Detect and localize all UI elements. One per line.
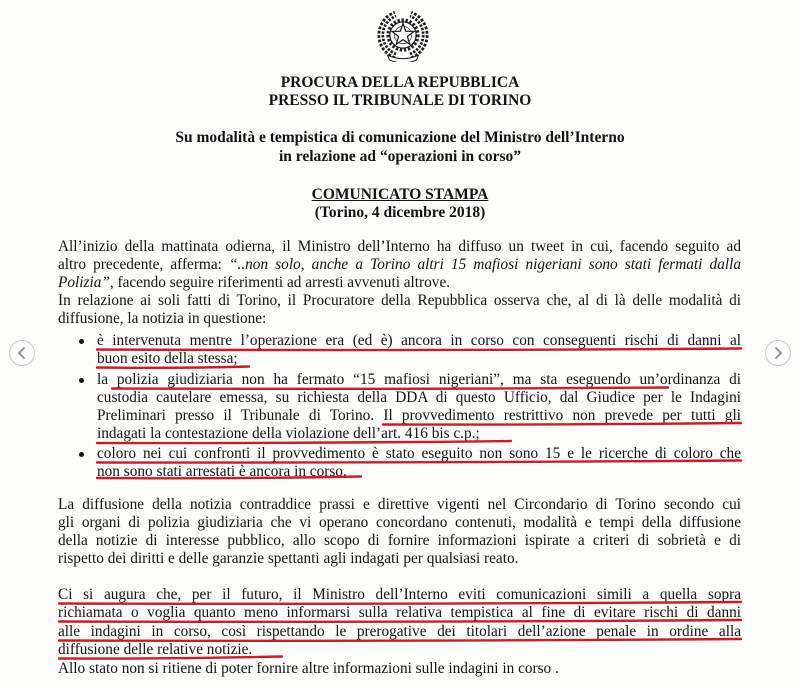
quoted-tweet-text: “..non solo, anche a Torino altri 15 mafiosi nigeriani sono stati fermati dalla — [229, 256, 742, 273]
bullet-3-line-2: non sono stati arrestati è ancora in corso. — [97, 463, 347, 480]
italian-republic-emblem-icon — [374, 8, 432, 62]
paragraph-3-line-1: Ci si augura che, per il futuro, il Ministro dell’Interno eviti comunicazioni simili a quella sopra — [58, 586, 741, 603]
office-subtitle: PRESSO IL TRIBUNALE DI TORINO — [268, 92, 532, 109]
bullet-1-line-2: buon esito della stessa; — [97, 350, 238, 367]
paragraph-2-line-3: della notizie di interesse pubblico, allo scopo di fornire informazioni ispirate a criteri di sobrietà e di — [58, 532, 741, 549]
paragraph-1-line-2 — [58, 256, 741, 274]
chevron-left-icon — [9, 340, 35, 366]
carousel-previous-button[interactable] — [9, 340, 35, 366]
paragraph-2-line-4: rispetto dei diritti e delle garanzie spettanti agli indagati per qualsiasi reato. — [58, 550, 519, 567]
paragraph-3-line-4: diffusione delle relative notizie. — [58, 641, 253, 658]
bullet-icon — [79, 378, 84, 383]
paragraph-1-line-1: All’inizio della mattinata odierna, il Ministro dell’Interno ha diffuso un tweet in cui, facendo seguito ad — [58, 238, 741, 255]
subject-line-2: in relazione ad “operazioni in corso” — [278, 148, 522, 165]
bullet-3-line-1: coloro nei cui confronti il provvedimento è stato eseguito non sono 15 e le ricerche di coloro che — [97, 445, 741, 462]
paragraph-1-line-4: In relazione ai soli fatti di Torino, il Procuratore della Repubblica osserva che, al di là delle modalità di — [58, 292, 741, 309]
carousel-next-button[interactable] — [765, 340, 791, 366]
bullet-icon — [79, 452, 84, 457]
bullet-icon — [79, 339, 84, 344]
bullet-2-line-2: custodia cautelare emessa, su richiesta della DDA di questo Ufficio, dal Giudice per le Indagini — [97, 389, 741, 406]
paragraph-3-line-3: alle indagini in corso, così rispettando le prerogative dei titolari dell’azione penale in ordine alla — [58, 623, 741, 640]
paragraph-1-line-3-text: , facendo seguire riferimenti ad arresti avvenuti altrove. — [109, 274, 451, 291]
paragraph-3-line-2: richiamata o voglia quanto meno informarsi sulla relativa tempistica al fine di evitare rischi di danni — [58, 604, 741, 621]
bullet-2-line-3: Preliminari presso il Tribunale di Torino. Il provvedimento restrittivo non prevede per tutti gli — [97, 407, 741, 424]
bullet-2-line-4: indagati la contestazione della violazione dell’art. 416 bis c.p.; — [97, 425, 480, 442]
paragraph-1-line-2-text: altro precedente, afferma: — [58, 256, 229, 273]
document-type-heading — [0, 186, 800, 204]
subject-line-1: Su modalità e tempistica di comunicazione del Ministro dell’Interno — [175, 129, 625, 146]
bullet-1-line-1: è intervenuta mentre l’operazione era (ed è) ancora in corso con conseguenti rischi di danni al — [97, 332, 741, 349]
office-title: PROCURA DELLA REPUBBLICA — [280, 74, 520, 91]
place-and-date: (Torino, 4 dicembre 2018) — [314, 204, 486, 221]
paragraph-1-line-3 — [58, 274, 741, 292]
quoted-tweet-end: Polizia” — [58, 274, 110, 291]
paragraph-2-line-1: La diffusione della notizia contraddice prassi e direttive vigenti nel Circondario di Torino secondo cui — [58, 496, 741, 513]
paragraph-1-line-5: diffusione, la notizia in questione: — [58, 310, 267, 327]
document-type-text: COMUNICATO STAMPA — [311, 186, 489, 203]
paragraph-2-line-2: gli organi di polizia giudiziaria che vi operano concordano contenuti, modalità e tempi della diffusione — [58, 514, 741, 531]
chevron-right-icon — [765, 340, 791, 366]
bullet-2-line-1: la polizia giudiziaria non ha fermato “15 mafiosi nigeriani”, ma sta eseguendo un’ordinanza di — [97, 371, 741, 388]
closing-line: Allo stato non si ritiene di poter fornire altre informazioni sulle indagini in corso . — [58, 660, 559, 677]
